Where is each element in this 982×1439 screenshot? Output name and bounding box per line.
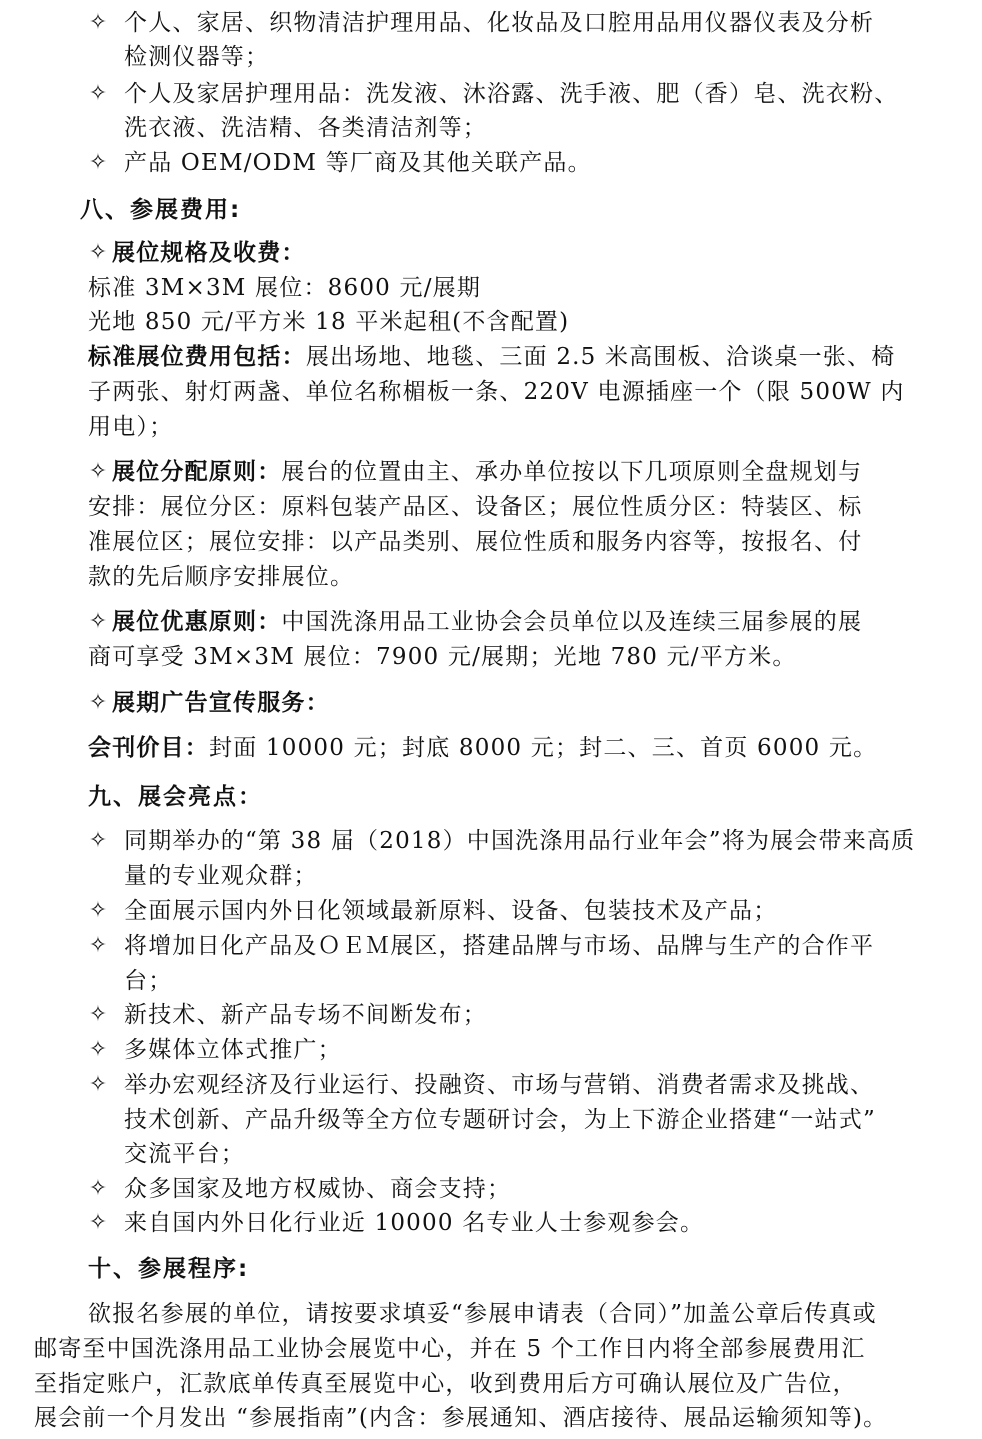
paragraph-line: 欲报名参展的单位，请按要求填妥“参展申请表（合同）”加盖公章后传真或 (88, 1301, 877, 1327)
inline-text: 展台的位置由主、承办单位按以下几项原则全盘规划与 (281, 459, 863, 485)
inline-label: 展位分配原则： (112, 459, 282, 485)
subsection-title: 展位规格及收费： (112, 240, 306, 266)
inline-label: 会刊价目： (88, 735, 209, 761)
list-item-line: 众多国家及地方权威协、商会支持； (124, 1176, 512, 1202)
paragraph-line: 准展位区；展位安排：以产品类别、展位性质和服务内容等，按报名、付 (88, 529, 863, 555)
bullet-icon: ✧ (88, 81, 108, 106)
paragraph-line: 邮寄至中国洗涤用品工业协会展览中心，并在 5 个工作日内将全部参展费用汇 (34, 1336, 866, 1362)
paragraph-line (88, 340, 895, 374)
inline-label: 展位优惠原则： (112, 609, 282, 635)
list-item-line: 检测仪器等； (124, 44, 270, 70)
bullet-icon: ✧ (88, 828, 108, 853)
list-item-line: 来自国内外日化行业近 10000 名专业人士参观参会。 (124, 1210, 705, 1236)
bullet-icon: ✧ (88, 459, 108, 484)
paragraph-line: 商可享受 3M×3M 展位：7900 元/展期；光地 780 元/平方米。 (88, 644, 797, 670)
bullet-icon: ✧ (88, 1002, 108, 1027)
list-item-line: 举办宏观经济及行业运行、投融资、市场与营销、消费者需求及挑战、 (124, 1072, 875, 1098)
bullet-icon: ✧ (88, 240, 108, 265)
paragraph-line: 至指定账户，汇款底单传真至展览中心，收到费用后方可确认展位及广告位， (34, 1371, 857, 1397)
inline-text: 封面 10000 元；封底 8000 元；封二、三、首页 6000 元。 (209, 735, 878, 761)
paragraph-line (112, 455, 862, 489)
list-item-line: 台； (124, 968, 173, 994)
list-item-line: 同期举办的“第 38 届（2018）中国洗涤用品行业年会”将为展会带来高质 (124, 828, 916, 854)
bullet-icon: ✧ (88, 1037, 108, 1062)
list-item-line: 新技术、新产品专场不间断发布； (124, 1002, 487, 1028)
list-item-line: 个人、家居、织物清洁护理用品、化妆品及口腔用品用仪器仪表及分析 (124, 10, 875, 36)
price-line: 光地 850 元/平方米 18 平米起租(不含配置) (88, 309, 570, 335)
section-heading: 九、展会亮点： (88, 784, 263, 810)
paragraph-line: 用电）； (88, 414, 174, 440)
inline-text: 中国洗涤用品工业协会会员单位以及连续三届参展的展 (281, 609, 863, 635)
bullet-icon: ✧ (88, 609, 108, 634)
price-line: 标准 3M×3M 展位：8600 元/展期 (88, 275, 482, 301)
list-item-line: 个人及家居护理用品：洗发液、沐浴露、洗手液、肥（香）皂、洗衣粉、 (124, 81, 899, 107)
paragraph-line (88, 731, 877, 765)
list-item-line: 量的专业观众群； (124, 863, 318, 889)
bullet-icon: ✧ (88, 150, 108, 175)
paragraph-line: 展会前一个月发出 “参展指南”(内含：参展通知、酒店接待、展品运输须知等)。 (34, 1405, 888, 1431)
paragraph-line: 子两张、射灯两盏、单位名称楣板一条、220V 电源插座一个（限 500W 内 (88, 379, 905, 405)
bullet-icon: ✧ (88, 690, 108, 715)
paragraph-line: 安排：展位分区：原料包装产品区、设备区；展位性质分区：特装区、标 (88, 494, 863, 520)
section-heading: 十、参展程序: (88, 1256, 250, 1282)
list-item-line: 多媒体立体式推广； (124, 1037, 342, 1063)
list-item-line: 洗衣液、洗洁精、各类清洁剂等； (124, 115, 487, 141)
list-item-line: 产品 OEM/ODM 等厂商及其他关联产品。 (124, 150, 592, 176)
bullet-icon: ✧ (88, 933, 108, 958)
bullet-icon: ✧ (88, 1176, 108, 1201)
list-item-line: 将增加日化产品及ＯＥＭ展区，搭建品牌与市场、品牌与生产的合作平 (124, 933, 875, 959)
bullet-icon: ✧ (88, 1072, 108, 1097)
bullet-icon: ✧ (88, 1210, 108, 1235)
list-item-line: 交流平台； (124, 1141, 245, 1167)
inline-label: 标准展位费用包括： (88, 344, 306, 370)
paragraph-line: 款的先后顺序安排展位。 (88, 564, 355, 590)
subsection-title: 展期广告宣传服务： (112, 690, 330, 716)
paragraph-line (112, 605, 862, 639)
list-item-line: 技术创新、产品升级等全方位专题研讨会，为上下游企业搭建“一站式” (124, 1107, 876, 1133)
bullet-icon: ✧ (88, 898, 108, 923)
inline-text: 展出场地、地毯、三面 2.5 米高围板、洽谈桌一张、椅 (305, 344, 896, 370)
section-heading: 八、参展费用: (80, 197, 242, 223)
list-item-line: 全面展示国内外日化领域最新原料、设备、包装技术及产品； (124, 898, 778, 924)
bullet-icon: ✧ (88, 10, 108, 35)
